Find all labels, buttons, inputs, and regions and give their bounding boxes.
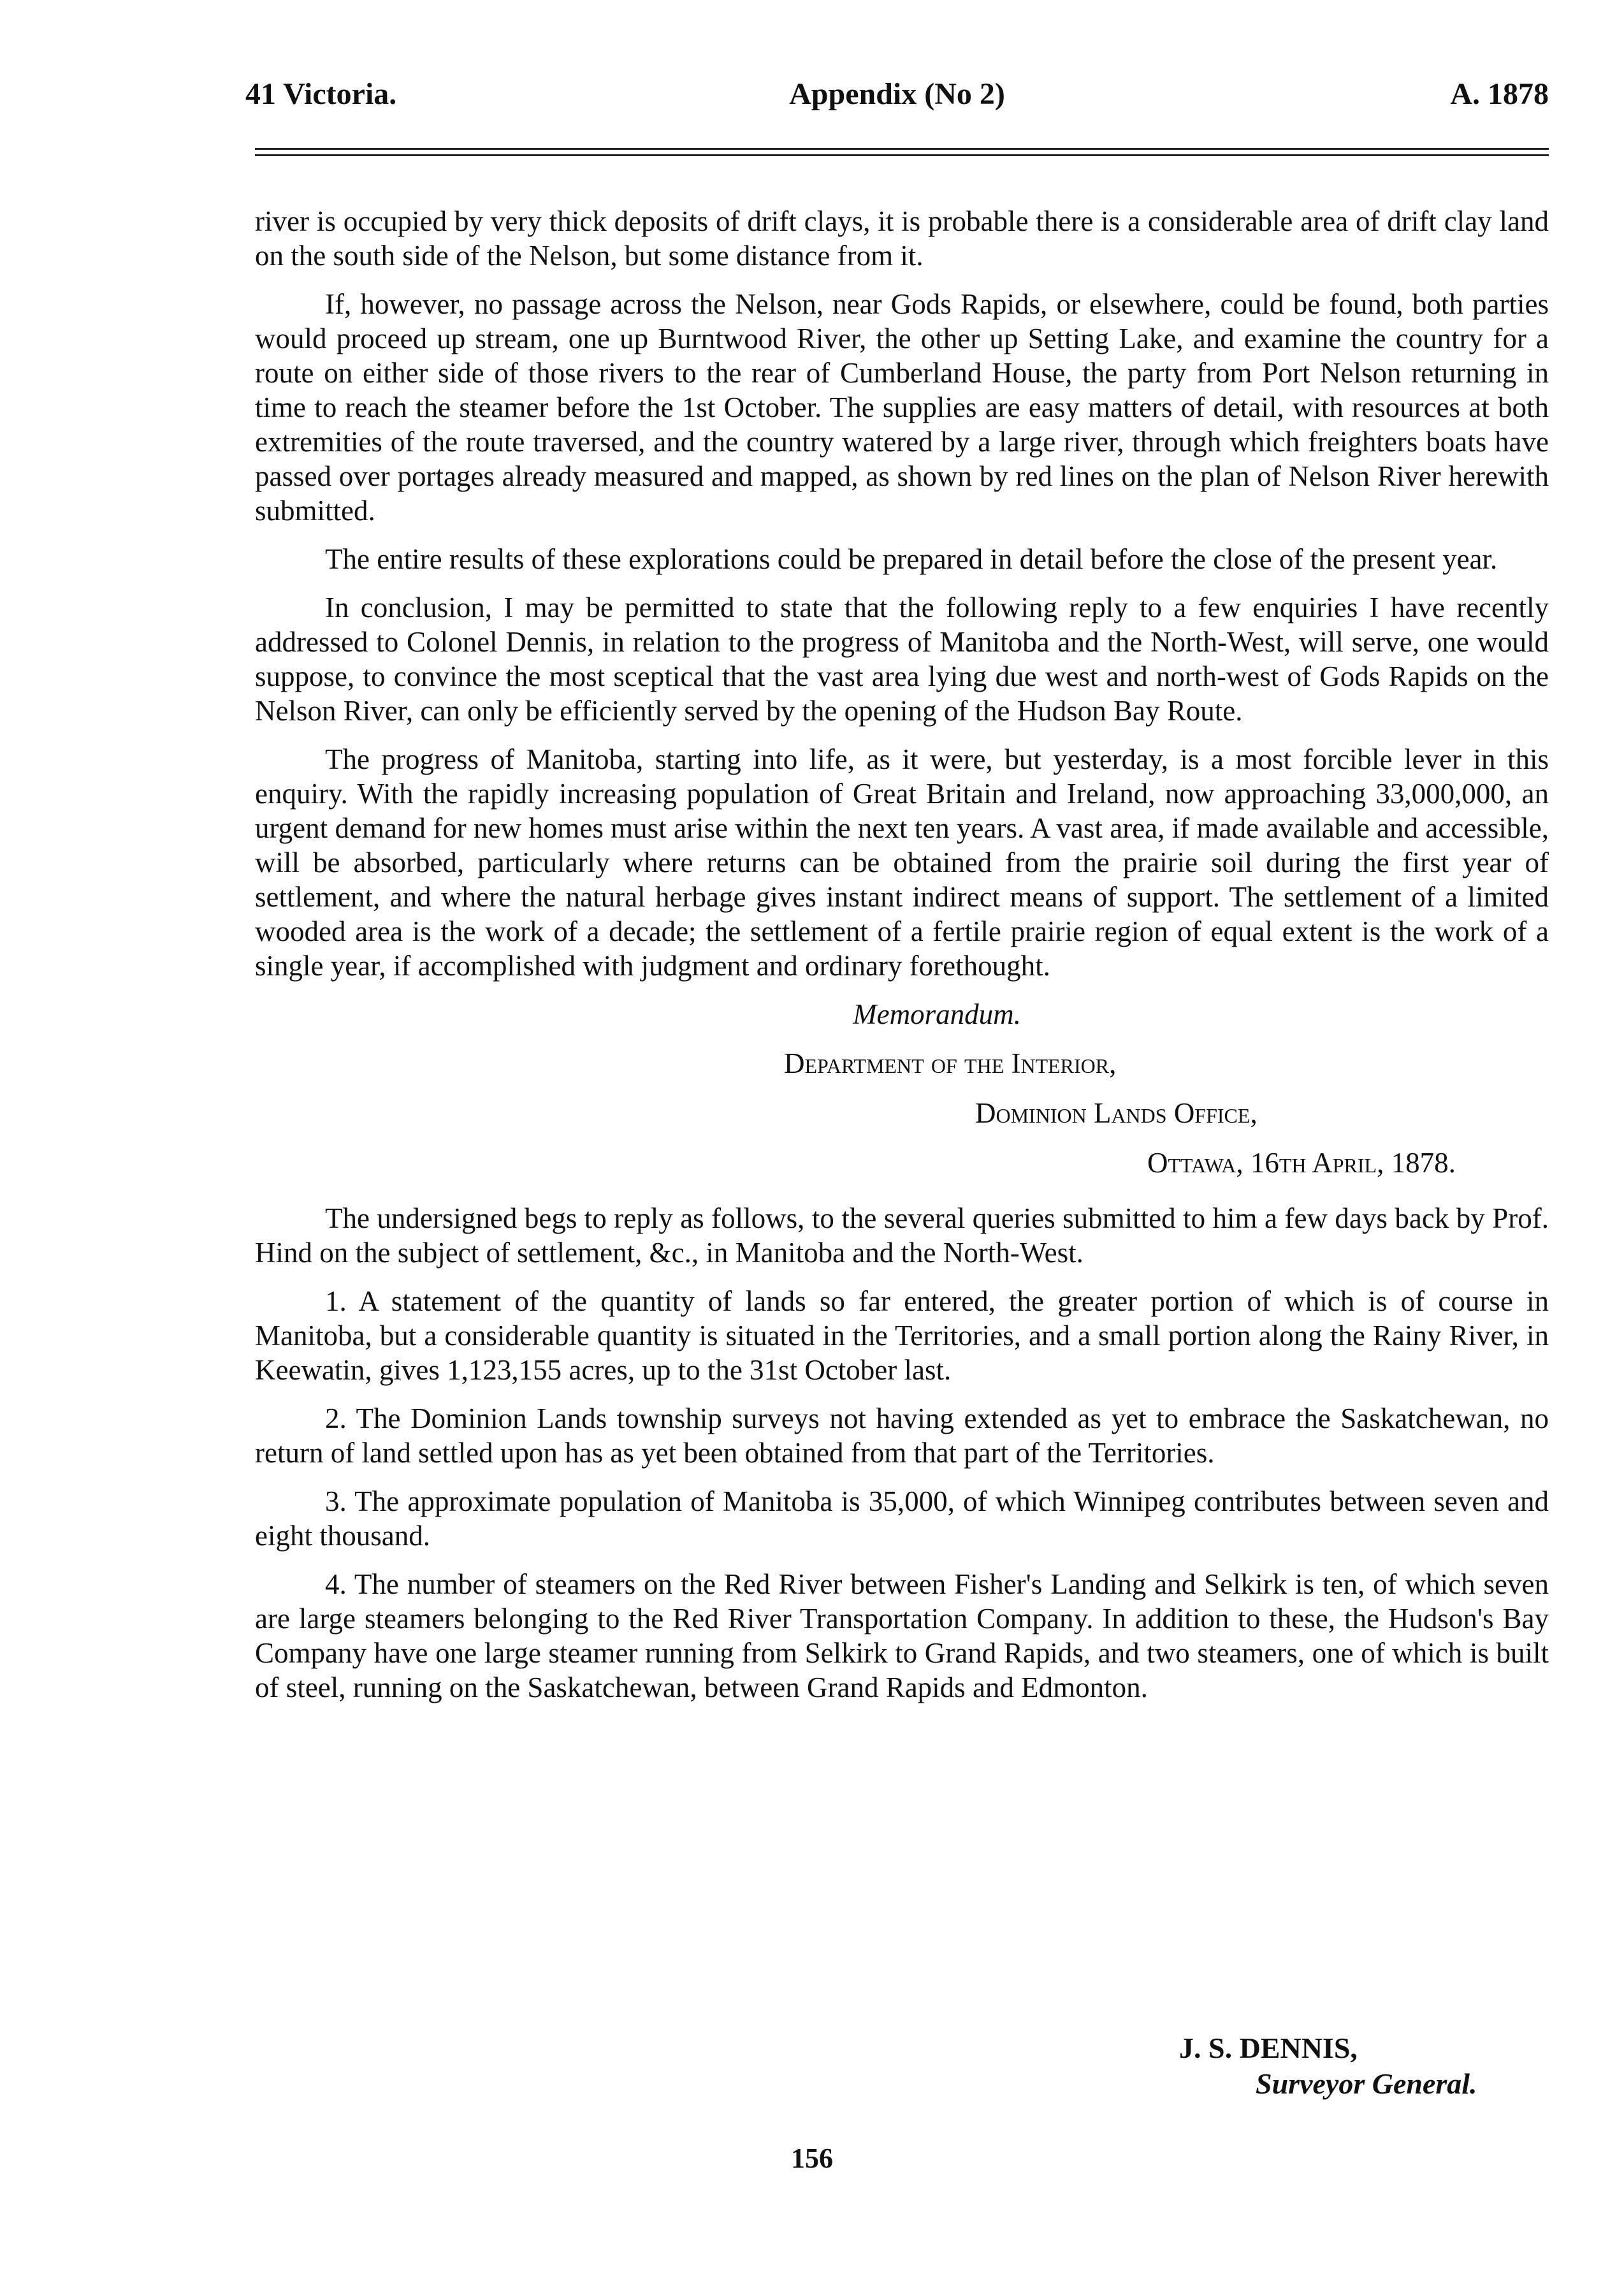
signature-title: Surveyor General.	[1256, 2067, 1477, 2100]
signature-name: J. S. DENNIS,	[1179, 2032, 1358, 2064]
header-rule-bottom	[255, 154, 1549, 156]
paragraph: The entire results of these explorations could be prepared in detail before the close of the present year.	[325, 543, 1498, 575]
memo-title: Memorandum.	[853, 998, 1021, 1030]
memo-item: 1. A statement of the quantity of lands so far entered, the greater portion of which is of course in Manitoba, but a considerable quantity is situated in the Territories, and a small portion along the Rainy River, in Keewatin, gives 1,123,155 acres, up to the 31st October last.	[255, 1285, 1549, 1386]
body-text	[255, 204, 1549, 1719]
header-year: A. 1878	[1450, 77, 1549, 111]
paragraph: The progress of Manitoba, starting into life, as it were, but yesterday, is a most forcible lever in this enquiry. With the rapidly increasing population of Great Britain and Ireland, now approaching 33,000,000, an urgent demand for new homes must arise within the next ten years. A vast area, if made available and accessible, will be absorbed, particularly where returns can be obtained from the prairie soil during the first year of settlement, and where the natural herbage gives instant indirect means of support. The settlement of a limited wooded area is the work of a decade; the settlement of a fertile prairie region of equal extent is the work of a single year, if accomplished with judgment and ordinary forethought.	[255, 743, 1549, 982]
running-header	[245, 76, 1549, 134]
memo-item: 4. The number of steamers on the Red River between Fisher's Landing and Selkirk is ten, of which seven are large steamers belonging to the Red River Transportation Company. In addition to these, the Hudson's Bay Company have one large steamer running from Selkirk to Grand Rapids, and two steamers, one of which is built of steel, running on the Saskatchewan, between Grand Rapids and Edmonton.	[255, 1568, 1549, 1703]
memo-address-date: Ottawa, 16th April, 1878.	[1147, 1147, 1456, 1179]
paragraph-continuation: river is occupied by very thick deposits of drift clays, it is probable there is a considerable area of drift clay land on the south side of the Nelson, but some distance from it.	[255, 205, 1549, 272]
paragraph: If, however, no passage across the Nelson, near Gods Rapids, or elsewhere, could be found, both parties would proceed up stream, one up Burntwood River, the other up Setting Lake, and examine the country for a route on either side of those rivers to the rear of Cumberland House, the party from Port Nelson returning in time to reach the steamer before the 1st October. The supplies are easy matters of detail, with resources at both extremities of the route traversed, and the country watered by a large river, through which freighters boats have passed over portages already measured and mapped, as shown by red lines on the plan of Nelson River herewith submitted.	[255, 288, 1549, 527]
header-session: 41 Victoria.	[245, 77, 397, 111]
memo-item: 2. The Dominion Lands township surveys not having extended as yet to embrace the Saskatchewan, no return of land settled upon has as yet been obtained from that part of the Territories.	[255, 1402, 1549, 1469]
memo-item: 3. The approximate population of Manitoba is 35,000, of which Winnipeg contributes between seven and eight thousand.	[255, 1485, 1549, 1552]
header-rule-top	[255, 148, 1549, 150]
memo-address-office: Dominion Lands Office,	[975, 1097, 1258, 1129]
page-number: 156	[791, 2143, 833, 2174]
memo-address-department: Department of the Interior,	[784, 1047, 1117, 1079]
signature-block	[1179, 2030, 1477, 2102]
paragraph: In conclusion, I may be permitted to state that the following reply to a few enquiries I have recently addressed to Colonel Dennis, in relation to the progress of Manitoba and the North-West, will serve, one would suppose, to convince the most sceptical that the vast area lying due west and north-west of Gods Rapids on the Nelson River, can only be efficiently served by the opening of the Hudson Bay Route.	[255, 592, 1549, 727]
header-appendix: Appendix (No 2)	[789, 77, 1005, 111]
memo-intro: The undersigned begs to reply as follows, to the several queries submitted to him a few days back by Prof. Hind on the subject of settlement, &c., in Manitoba and the North-West.	[255, 1202, 1549, 1269]
